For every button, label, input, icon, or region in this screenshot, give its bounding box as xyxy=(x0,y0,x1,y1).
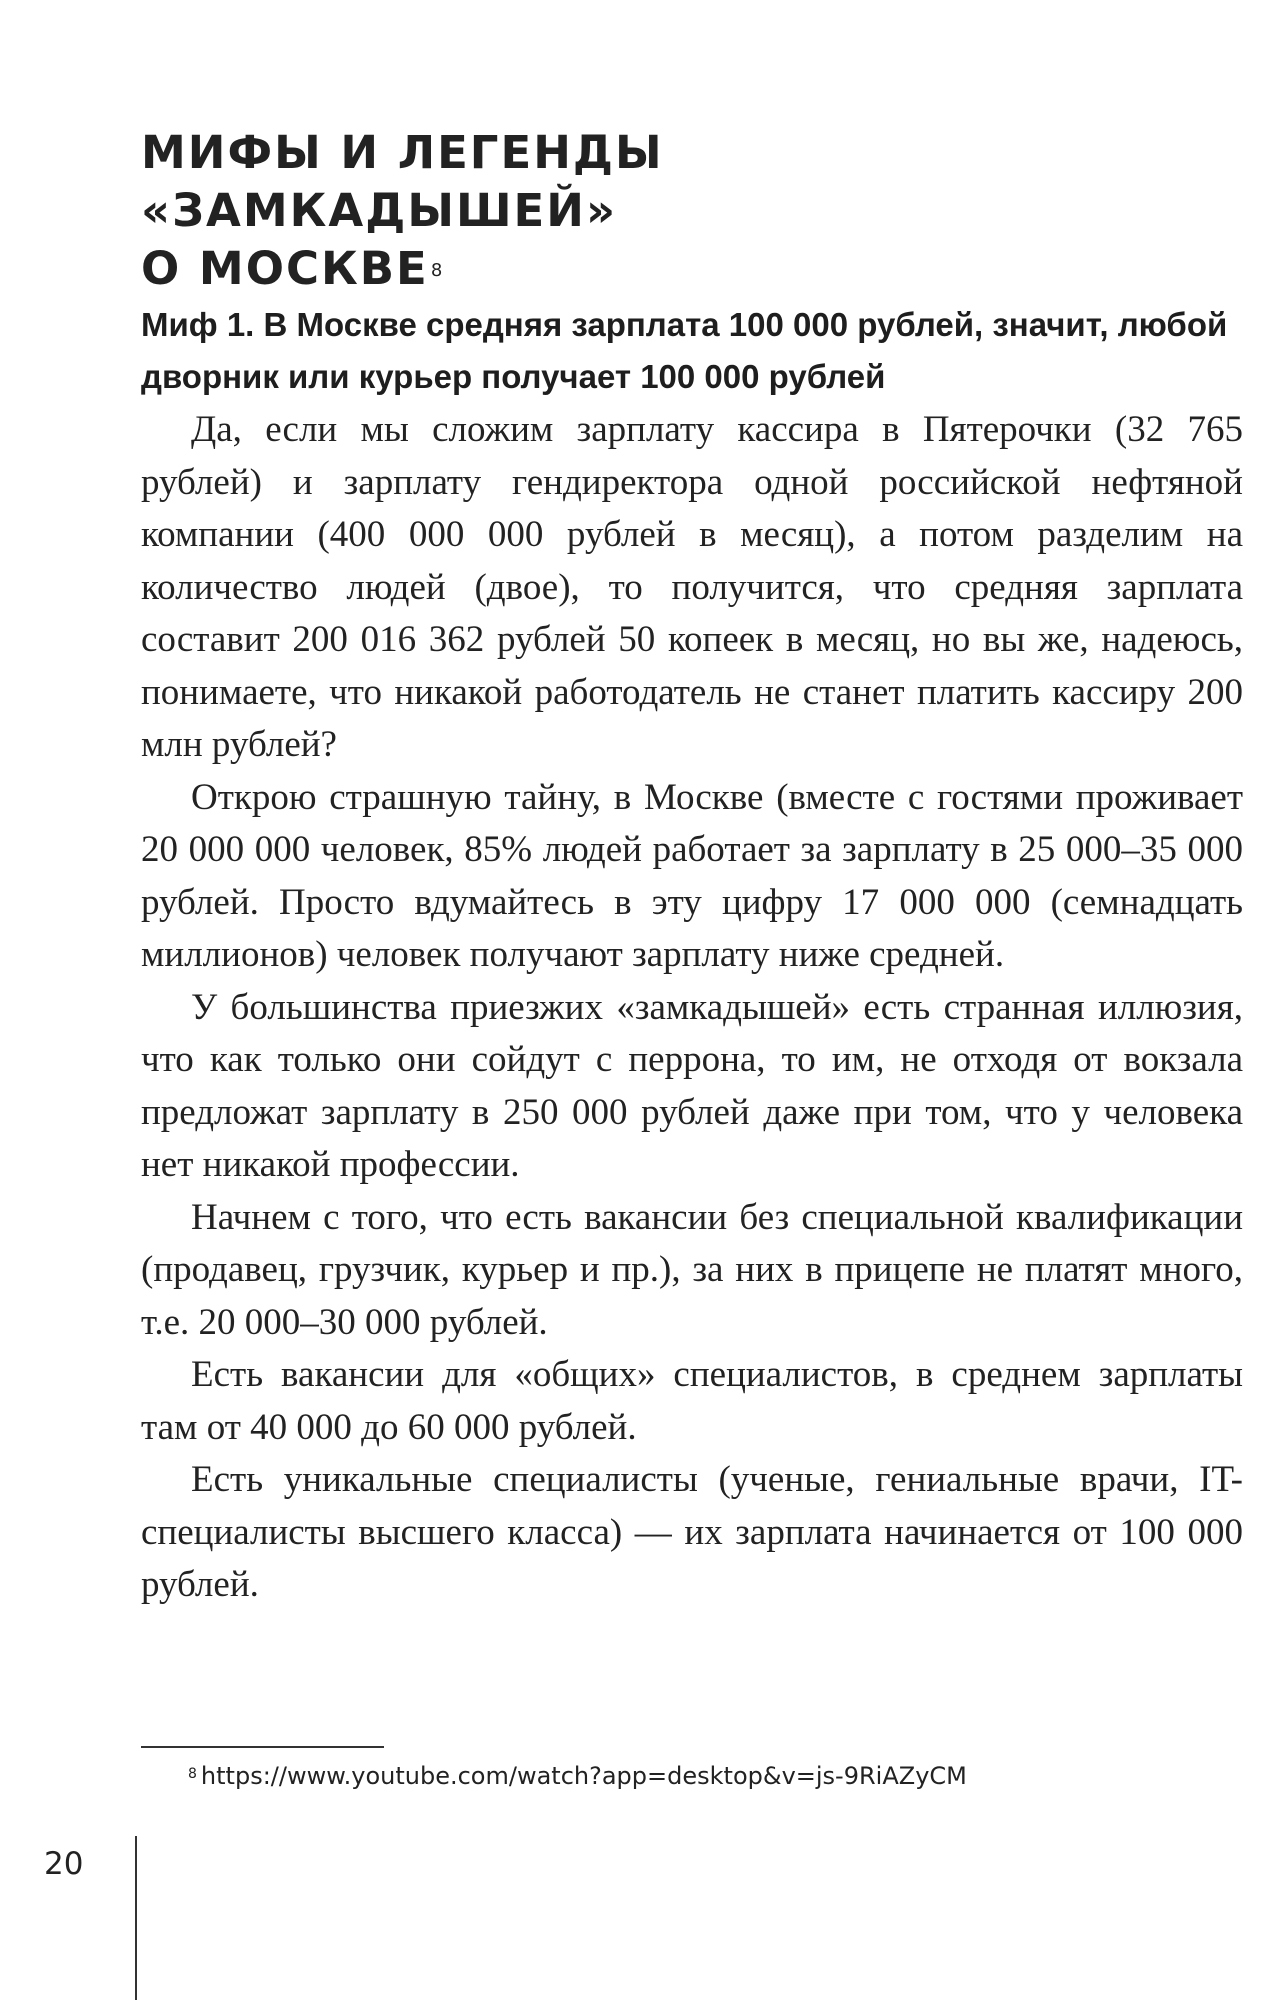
paragraph-3: У большинства приезжих «замкадышей» есть странная иллюзия, что как только они сойдут с перрона, то им, не отходя от вокзала предложат зарплату в 250 000 рублей даже при том, что у человека нет никакой профессии. xyxy=(141,986,1243,1185)
paragraph-5: Есть вакансии для «общих» специалистов, в среднем зарплаты там от 40 000 до 60 000 рублей. xyxy=(141,1354,1243,1448)
paragraph-4: Начнем с того, что есть вакансии без специальной квалификации (продавец, грузчик, курьер и пр.), за них в прицепе не платят много, т.е. 20 000–30 000 рублей. xyxy=(141,1196,1243,1343)
chapter-title xyxy=(141,124,1141,298)
section-heading: Миф 1. В Москве средняя зарплата 100 000 рублей, значит, любой дворник или курьер получает 100 000 рублей xyxy=(141,306,1228,395)
chapter-title-line2: О МОСКВЕ xyxy=(141,242,429,295)
footnote-link[interactable]: https://www.youtube.com/watch?app=desktop&v=js-9RiAZyCM xyxy=(200,1762,967,1790)
footnote-divider xyxy=(141,1746,384,1748)
paragraph-6: Есть уникальные специалисты (ученые, гениальные врачи, IT-специалисты высшего класса) — их зарплата начинается от 100 000 рублей. xyxy=(141,1459,1243,1605)
paragraph-2: Открою страшную тайну, в Москве (вместе с гостями проживает 20 000 000 человек, 85% людей работает за зарплату в 25 000–35 000 рублей. Просто вдумайтесь в эту цифру 17 000 000 (семнадцать миллионов) человек получают зарплату ниже средней. xyxy=(141,776,1243,975)
paragraph-1: Да, если мы сложим зарплату кассира в Пятерочки (32 765 рублей) и зарплату гендиректора одной российской нефтяной компании (400 000 000 рублей в месяц), а потом разделим на количество людей (двое), то получится, что средняя зарплата составит 200 016 362 рублей 50 копеек в месяц, но вы же, надеюсь, понимаете, что никакой работодатель не станет платить кассиру 200 млн рублей? xyxy=(141,409,1243,765)
footnote xyxy=(188,1760,967,1792)
body-text xyxy=(141,404,1243,1612)
margin-line xyxy=(135,1836,137,2000)
footnote-number: 8 xyxy=(188,1766,197,1782)
footnote-reference: 8 xyxy=(430,260,445,281)
chapter-title-line1: МИФЫ И ЛЕГЕНДЫ «ЗАМКАДЫШЕЙ» xyxy=(141,126,664,237)
page-number: 20 xyxy=(44,1846,84,1882)
